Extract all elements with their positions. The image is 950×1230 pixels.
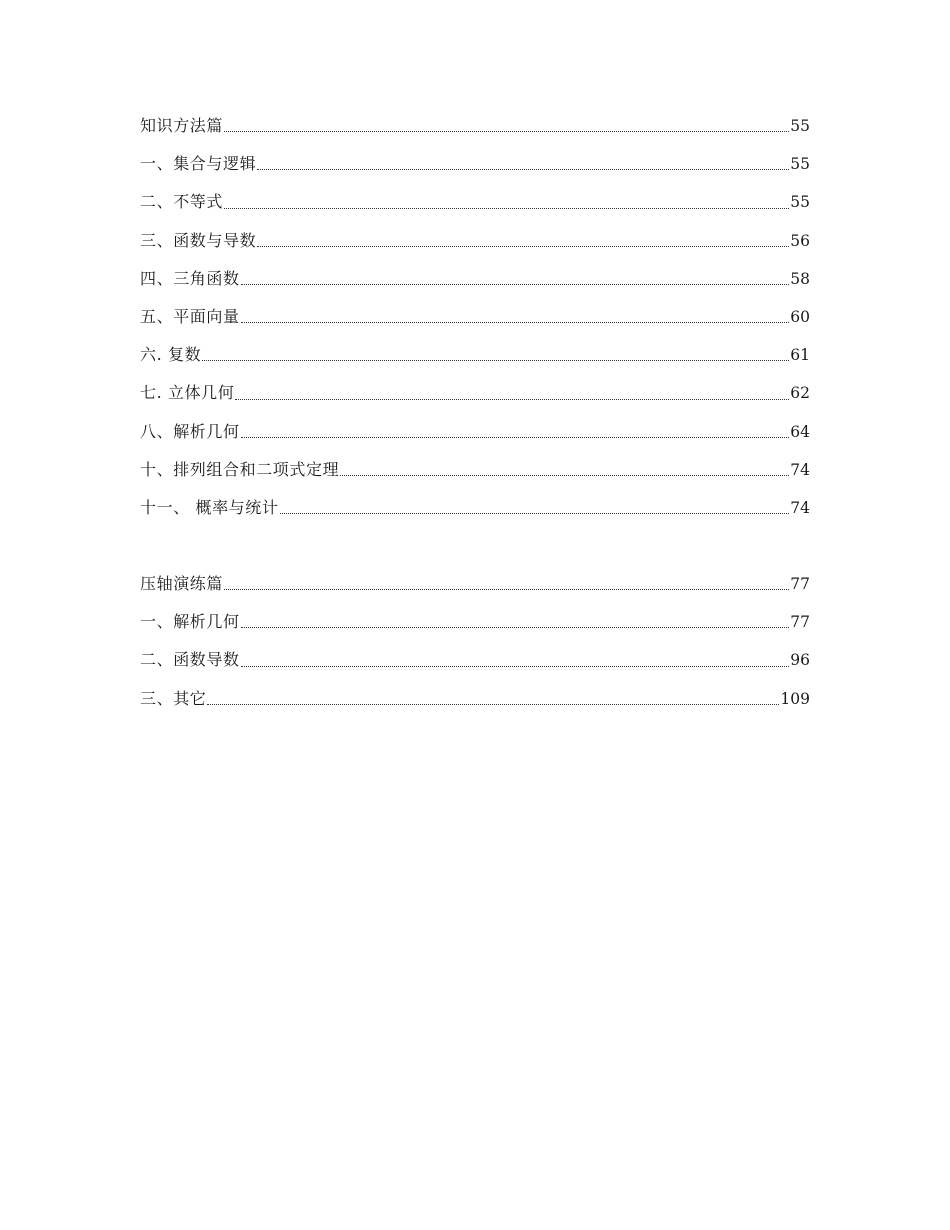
toc-entry-title: 三、其它 — [140, 688, 207, 708]
toc-section-knowledge-methods — [140, 107, 810, 527]
toc-entry[interactable] — [140, 260, 810, 298]
toc-entry[interactable] — [140, 222, 810, 260]
toc-entry-page: 77 — [790, 575, 810, 594]
toc-entry-page: 61 — [790, 346, 810, 365]
toc-dot-leader — [241, 437, 790, 438]
toc-entry-title: 压轴演练篇 — [140, 574, 224, 594]
toc-dot-leader — [224, 131, 789, 132]
toc-entry[interactable] — [140, 451, 810, 489]
toc-entry[interactable] — [140, 145, 810, 183]
table-of-contents — [140, 107, 810, 718]
toc-dot-leader — [224, 208, 789, 209]
toc-entry-title: 一、集合与逻辑 — [140, 154, 257, 174]
toc-entry[interactable] — [140, 374, 810, 412]
toc-dot-leader — [280, 513, 790, 514]
toc-entry-page: 58 — [790, 269, 810, 288]
toc-entry-title: 十、排列组合和二项式定理 — [140, 459, 340, 479]
toc-entry-page: 74 — [790, 498, 810, 517]
toc-dot-leader — [224, 589, 789, 590]
toc-section-final-exercises — [140, 565, 810, 718]
toc-dot-leader — [257, 169, 789, 170]
toc-entry[interactable] — [140, 107, 810, 145]
toc-entry-title: 四、三角函数 — [140, 268, 240, 288]
toc-entry[interactable] — [140, 641, 810, 679]
toc-entry-title: 五、平面向量 — [140, 306, 240, 326]
toc-entry[interactable] — [140, 489, 810, 527]
toc-entry[interactable] — [140, 413, 810, 451]
toc-entry[interactable] — [140, 603, 810, 641]
toc-entry[interactable] — [140, 298, 810, 336]
toc-entry-page: 77 — [790, 613, 810, 632]
toc-entry-page: 56 — [790, 231, 810, 250]
toc-entry-title: 一、解析几何 — [140, 612, 240, 632]
toc-entry-page: 64 — [790, 422, 810, 441]
toc-entry-page: 96 — [790, 651, 810, 670]
toc-entry[interactable] — [140, 680, 810, 718]
toc-entry-page: 74 — [790, 460, 810, 479]
toc-dot-leader — [241, 627, 790, 628]
toc-dot-leader — [241, 666, 790, 667]
toc-entry-title: 六. 复数 — [140, 345, 202, 365]
toc-entry-page: 55 — [790, 117, 810, 135]
toc-dot-leader — [257, 246, 789, 247]
toc-entry-title: 三、函数与导数 — [140, 230, 257, 250]
toc-entry-title: 知识方法篇 — [140, 116, 224, 135]
toc-dot-leader — [235, 399, 789, 400]
toc-entry-title: 八、解析几何 — [140, 421, 240, 441]
toc-entry[interactable] — [140, 183, 810, 221]
toc-entry-title: 七. 立体几何 — [140, 383, 235, 403]
toc-entry-title: 二、函数导数 — [140, 650, 240, 670]
toc-entry-page: 55 — [790, 193, 810, 212]
toc-dot-leader — [340, 475, 789, 476]
toc-entry[interactable] — [140, 565, 810, 603]
toc-dot-leader — [241, 284, 790, 285]
toc-entry-page: 60 — [790, 307, 810, 326]
toc-entry-page: 109 — [780, 689, 810, 708]
toc-entry-page: 62 — [790, 384, 810, 403]
toc-entry[interactable] — [140, 336, 810, 374]
toc-entry-title: 十一、 概率与统计 — [140, 497, 279, 517]
toc-dot-leader — [207, 704, 779, 705]
toc-dot-leader — [202, 360, 789, 361]
toc-dot-leader — [241, 322, 790, 323]
toc-entry-title: 二、不等式 — [140, 192, 224, 212]
toc-entry-page: 55 — [790, 155, 810, 174]
